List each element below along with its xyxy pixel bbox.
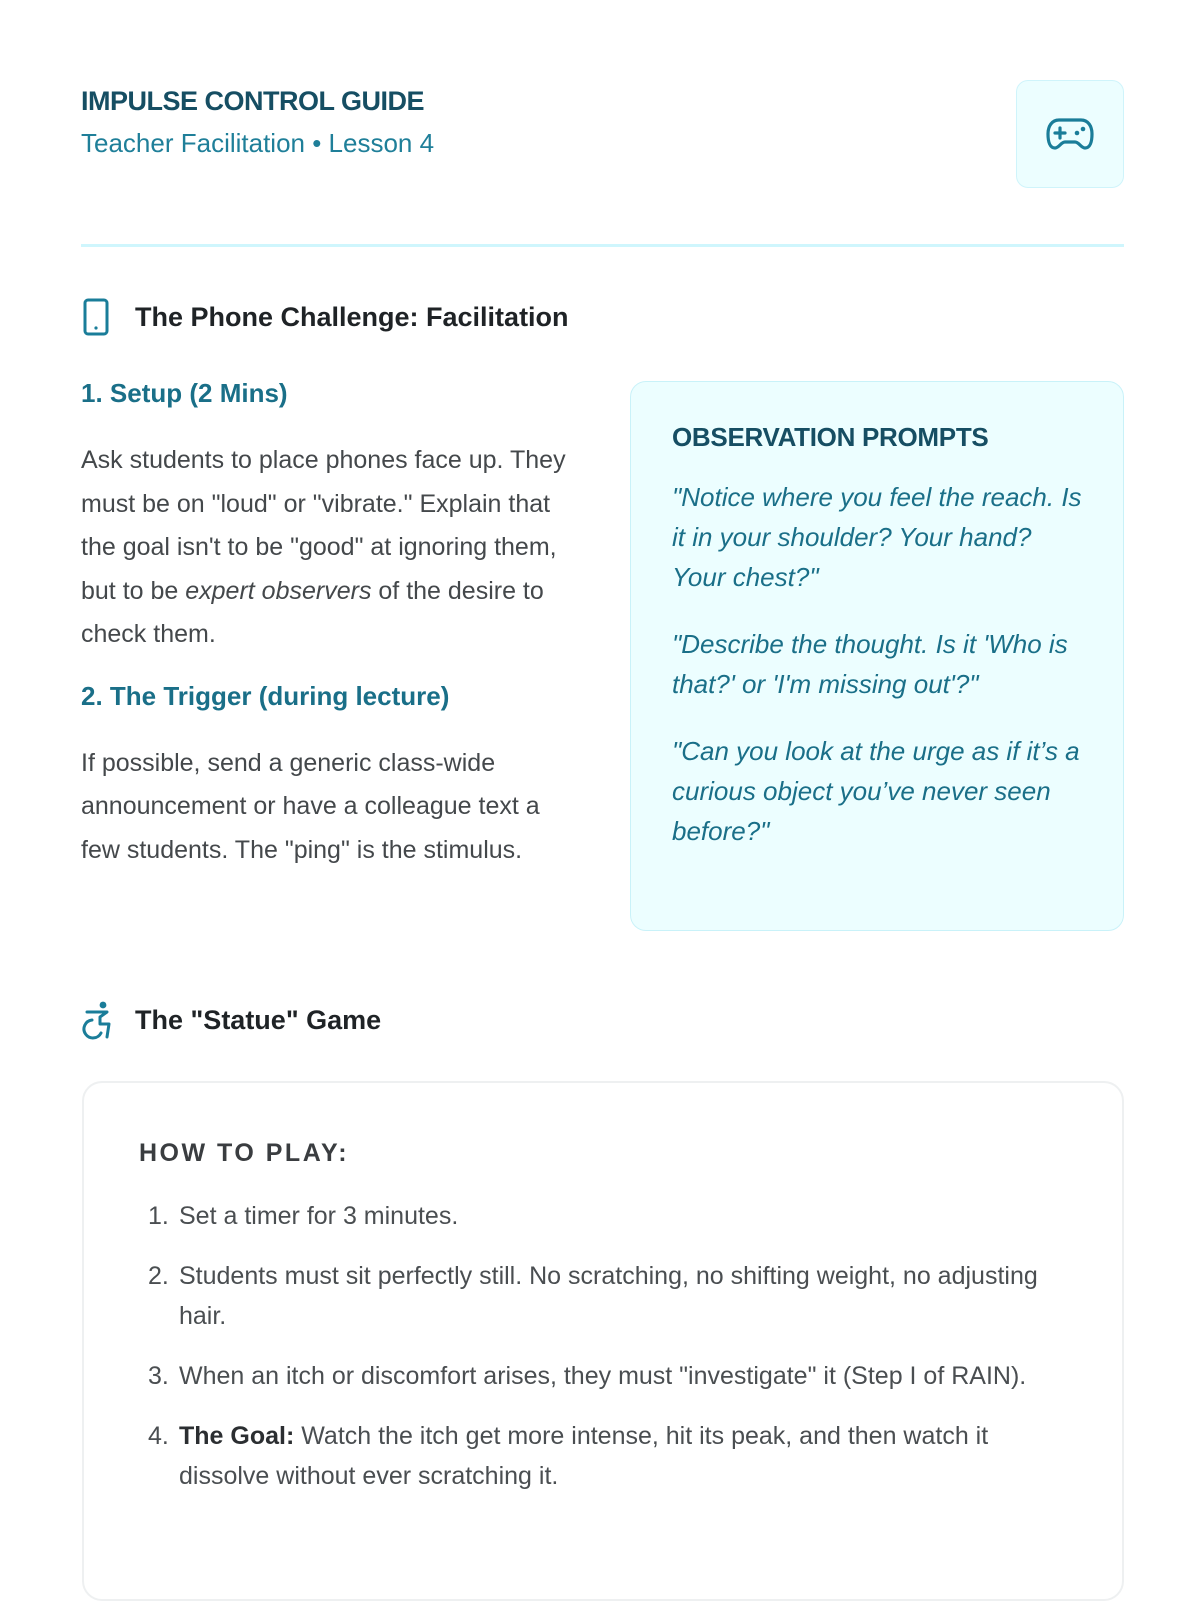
statue-section-title: The "Statue" Game (135, 1004, 382, 1035)
statue-game-card (82, 1081, 1124, 1601)
list-item (139, 1416, 1082, 1496)
step1-heading: 1. Setup (2 Mins) (81, 378, 288, 408)
step2-text: If possible, send a generic class-wide announcement or have a colleague text a few students. The "ping" is the stimulus. (81, 748, 540, 864)
phone-section-heading (81, 297, 569, 337)
guide-subtitle: Teacher Facilitation • Lesson 4 (81, 128, 435, 158)
rule-number: 4. (148, 1422, 169, 1450)
observation-prompt: "Describe the thought. Is it 'Who is that?' or 'I'm missing out'?" (672, 629, 1068, 699)
step1-text-before: Ask students to place phones face up. They must be on "loud" or "vibrate." Explain that the goal isn't to be "good" at ignoring them, but to be (81, 446, 566, 605)
statue-section-heading (81, 1000, 381, 1040)
step1-text (81, 439, 581, 657)
list-item (139, 1196, 1082, 1236)
list-item (139, 1356, 1082, 1396)
observation-prompt: "Can you look at the urge as if it’s a curious object you’ve never seen before?" (672, 736, 1080, 846)
rule-text: Students must sit perfectly still. No scratching, no shifting weight, no adjusting hair. (179, 1262, 1038, 1330)
how-to-play-label: HOW TO PLAY: (139, 1139, 350, 1167)
gamepad-icon (1045, 114, 1095, 154)
accessibility-icon (81, 1000, 117, 1040)
rule-text: When an itch or discomfort arises, they must "investigate" it (Step I of RAIN). (179, 1362, 1027, 1390)
header-divider (81, 244, 1124, 247)
step1-text-em: expert observers (185, 576, 372, 605)
rule-text: Watch the itch get more intense, hit its peak, and then watch it dissolve without ever scratching it. (179, 1422, 989, 1490)
step1-text-after: of the desire to check them. (81, 576, 544, 648)
phone-steps (81, 378, 581, 872)
rule-number: 1. (148, 1202, 169, 1230)
observation-title: OBSERVATION PROMPTS (672, 422, 989, 452)
rules-list (139, 1196, 1082, 1496)
rule-text: Set a timer for 3 minutes. (179, 1202, 459, 1230)
guide-title: IMPULSE CONTROL GUIDE (81, 86, 425, 116)
smartphone-icon (81, 297, 117, 337)
rule-number: 3. (148, 1362, 169, 1390)
rule-bold-lead: The Goal: (179, 1422, 295, 1450)
rule-number: 2. (148, 1262, 169, 1290)
observation-prompt: "Notice where you feel the reach. Is it in your shoulder? Your hand? Your chest?" (672, 482, 1082, 592)
observation-prompts-box (630, 381, 1124, 931)
list-item (139, 1256, 1082, 1336)
header-icon-box (1016, 80, 1124, 188)
step2-heading: 2. The Trigger (during lecture) (81, 680, 450, 711)
header (81, 80, 1124, 192)
phone-section-title: The Phone Challenge: Facilitation (135, 301, 569, 332)
